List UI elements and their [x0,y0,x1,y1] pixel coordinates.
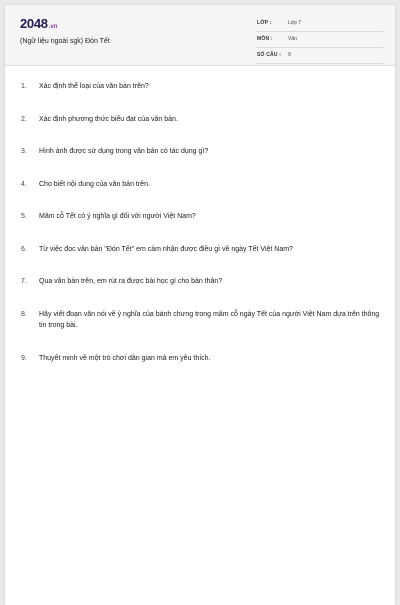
question-text: Qua văn bản trên, em rút ra được bài học gì cho bản thân? [39,278,223,285]
meta-value: Lớp 7 [288,20,302,26]
question-text: Xác định phương thức biểu đạt của văn bản. [39,115,178,123]
meta-value: Văn [288,36,297,42]
logo-tld: .vn [48,24,58,30]
question-text: Từ việc đọc văn bản "Đón Tết" em cảm nhận được điều gì về ngày Tết Việt Nam? [39,245,293,253]
meta-value: 9 [288,52,291,58]
question-number: 3. [21,148,27,155]
meta-label: MÔN : [257,36,273,42]
question-number: 5. [21,213,27,220]
question-item [20,114,380,126]
question-item [20,179,380,191]
question-number: 9. [21,354,27,362]
meta-label: SỐ CÂU : [257,52,282,58]
question-number: 2. [21,115,27,123]
question-number: 8. [21,310,27,318]
meta-info [257,17,383,65]
question-list [20,81,380,385]
question-item [20,211,380,223]
meta-row-class [257,17,383,32]
question-number: 7. [21,278,27,285]
question-item [20,146,380,158]
site-logo[interactable] [20,16,57,31]
question-text: Mâm cỗ Tết có ý nghĩa gì đối với người Việt Nam? [39,213,196,220]
meta-row-subject [257,33,383,48]
document-title: (Ngữ liệu ngoài sgk) Đón Tết [20,38,110,45]
question-text: Hình ảnh được sử dụng trong văn bản có tác dụng gì? [39,148,209,155]
question-number: 4. [21,180,27,188]
question-item [20,309,380,332]
question-item [20,244,380,256]
question-item [20,81,380,93]
question-text: Cho biết nội dung của văn bản trên. [39,180,150,188]
question-number: 1. [21,83,27,90]
question-text: Xác định thể loại của văn bản trên? [39,83,149,90]
question-number: 6. [21,245,27,253]
meta-label: LỚP : [257,20,272,26]
logo-main: 2048 [20,16,48,31]
question-item [20,353,380,365]
worksheet-header [5,5,395,66]
question-item [20,276,380,288]
meta-row-question-count [257,49,383,64]
question-text: Thuyết minh về một trò chơi dân gian mà em yêu thích. [39,354,211,362]
question-text: Hãy viết đoạn văn nói về ý nghĩa của bánh chưng trong mâm cỗ ngày Tết của người Việt Nam dựa trên thông tin trong bài. [39,310,380,329]
worksheet-page [5,5,395,605]
